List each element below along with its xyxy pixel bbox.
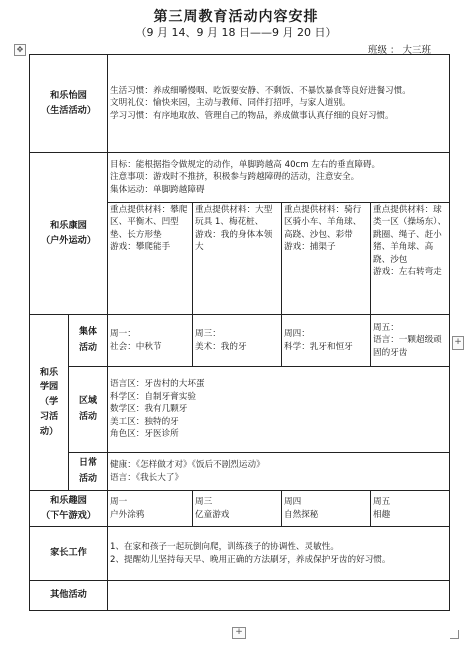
area-item: 数学区：我有几颗牙 (110, 404, 188, 415)
row-learning-area (30, 367, 450, 453)
outdoor-goal-line: 注意事项：游戏时不推挤，积极参与跨越障碍的活动，注意安全。 (110, 172, 360, 183)
other-activities-cell[interactable] (108, 581, 450, 611)
parents-item: 1、在家和孩子一起玩倒向爬，训练孩子的协调性、灵敏性。 (110, 542, 339, 553)
schedule-table (29, 54, 450, 611)
learning-group-label: 集体 活动 (69, 315, 108, 367)
section-outdoor-label: 和乐康园 （户外运动） (30, 153, 108, 315)
group-activity-fri[interactable]: 周五： 语言：一颗超级顽固的牙齿 (371, 315, 450, 367)
learning-area-label: 区域 活动 (69, 367, 108, 453)
afternoon-mon[interactable]: 周一 户外涂鸦 (108, 491, 193, 527)
life-activities-cell[interactable] (108, 55, 450, 153)
area-item: 语言区：牙齿村的大坏蛋 (110, 379, 205, 390)
row-learning-group (30, 315, 450, 367)
parents-cell[interactable] (108, 527, 450, 581)
row-outdoor-goals (30, 153, 450, 203)
area-item: 角色区：牙医诊所 (110, 429, 179, 440)
afternoon-thu[interactable]: 周四 自然探秘 (282, 491, 371, 527)
outdoor-goal-line: 目标：能根据指令做规定的动作，单脚跨越高 40cm 左右的垂直障碍。 (110, 159, 381, 170)
row-afternoon (30, 491, 450, 527)
table-move-handle-icon[interactable]: ✥ (14, 44, 26, 56)
afternoon-fri[interactable]: 周五 相趣 (371, 491, 450, 527)
add-column-icon[interactable]: + (452, 336, 464, 350)
add-row-icon[interactable]: + (232, 627, 246, 639)
class-label: 班级 ： 大三班 (368, 45, 432, 56)
group-activity-mon[interactable]: 周一： 社会：中秋节 (108, 315, 193, 367)
daily-activities-cell[interactable] (108, 453, 450, 491)
section-afternoon-label: 和乐趣园 （下午游戏） (30, 491, 108, 527)
section-life-label: 和乐怡园 （生活活动） (30, 55, 108, 153)
daily-item: 健康：《怎样做才对》《饭后不剧烈运动》 (110, 460, 265, 471)
daily-item: 语言：《我长大了》 (110, 472, 184, 483)
row-learning-daily (30, 453, 450, 491)
outdoor-cell-4[interactable]: 重点提供材料：球类一区（操场东）、跳圈、绳子、赶小猪、羊角球、高跷、沙包 游戏：左右转弯走 (371, 203, 450, 315)
life-line: 生活习惯：养成细嚼慢咽、吃饭要安静、不剩饭、不暴饮暴食等良好进餐习惯。 (110, 85, 411, 96)
section-other-label: 其他活动 (30, 581, 108, 611)
table-resize-handle-icon[interactable] (450, 630, 459, 639)
outdoor-cell-1[interactable]: 重点提供材料：攀爬区、平衡木、凹型垫、长方形垫 游戏：攀爬能手 (108, 203, 193, 315)
outdoor-goal-line: 集体运动：单脚跨越障碍 (110, 184, 205, 195)
life-line: 学习习惯：有序地取放、管理自己的物品，养成做事认真仔细的良好习惯。 (110, 110, 394, 121)
life-line: 文明礼仪：愉快来园，主动与教师、同伴打招呼，与家人道别。 (110, 98, 351, 109)
area-activities-cell[interactable] (108, 367, 450, 453)
row-life-activities (30, 55, 450, 153)
section-parents-label: 家长工作 (30, 527, 108, 581)
row-other (30, 581, 450, 611)
parents-item: 2、提醒幼儿坚持每天早、晚用正确的方法刷牙，养成保护牙齿的好习惯。 (110, 554, 391, 565)
row-parents (30, 527, 450, 581)
outdoor-goals-cell[interactable] (108, 153, 450, 203)
document-title: 第三周教育活动内容安排 (153, 9, 319, 25)
document-subtitle: （9 月 14、9 月 18 日——9 月 20 日） (135, 26, 337, 39)
area-item: 科学区：自制牙膏实验 (110, 391, 196, 402)
afternoon-wed[interactable]: 周三 亿童游戏 (193, 491, 282, 527)
group-activity-wed[interactable]: 周三： 美术：我的牙 (193, 315, 282, 367)
outdoor-cell-3[interactable]: 重点提供材料：骑行区骑小车、羊角球、高跷、沙包、彩带 游戏：捕渠子 (282, 203, 371, 315)
outdoor-cell-2[interactable]: 重点提供材料：大型玩具 1、梅花桩、 游戏：我的身体本领大 (193, 203, 282, 315)
area-item: 美工区：独特的牙 (110, 416, 179, 427)
learning-daily-label: 日常 活动 (69, 453, 108, 491)
group-activity-thu[interactable]: 周四： 科学：乳牙和恒牙 (282, 315, 371, 367)
section-learning-label: 和乐 学园 （学 习活 动） (30, 315, 69, 491)
